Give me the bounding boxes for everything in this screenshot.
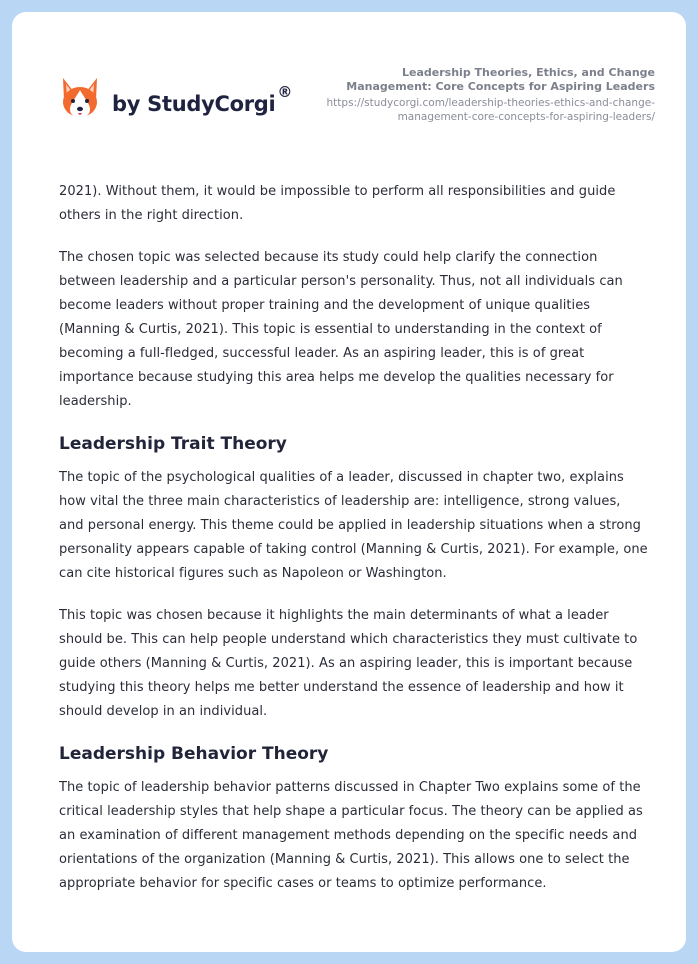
document-page	[12, 12, 686, 952]
paragraph: The chosen topic was selected because its study could help clarify the connection between leadership and a particular person's personality. Thus, not all individuals can become leaders without proper training and the development of unique qualities (Manning & Curtis, 2021). This topic is essential to understanding in the context of becoming a full-fledged, successful leader. As an aspiring leader, this is of great importance because studying this area helps me develop the qualities necessary for leadership.	[59, 250, 623, 409]
document-url[interactable]: https://studycorgi.com/leadership-theories-ethics-and-change-management-core-concepts-for-aspiring-leaders/	[326, 97, 655, 123]
document-body	[59, 180, 649, 914]
document-title: Leadership Theories, Ethics, and Change Management: Core Concepts for Aspiring Leaders	[346, 66, 655, 93]
brand-logo[interactable]	[60, 76, 292, 120]
paragraph: 2021). Without them, it would be impossible to perform all responsibilities and guide others in the right direction.	[59, 184, 616, 223]
paragraph: The topic of the psychological qualities of a leader, discussed in chapter two, explains how vital the three main characteristics of leadership are: intelligence, strong values, and personal energy. This theme could be applied in leadership situations when a strong personality appears capable of taking control (Manning & Curtis, 2021). For example, one can cite historical figures such as Napoleon or Washington.	[59, 470, 648, 581]
section-heading-trait-theory: Leadership Trait Theory	[59, 434, 287, 454]
section-heading-behavior-theory: Leadership Behavior Theory	[59, 744, 329, 764]
corgi-icon	[60, 76, 100, 120]
brand-name: by StudyCorgi ®	[112, 82, 293, 116]
paragraph: This topic was chosen because it highlights the main determinants of what a leader should be. This can help people understand which characteristics they must cultivate to guide others (Manning & Curtis, 2021). As an aspiring leader, this is important because studying this theory helps me better understand the essence of leadership and how it should develop in an individual.	[59, 608, 638, 719]
registered-mark: ®	[277, 82, 293, 101]
document-meta	[315, 66, 655, 124]
page-header	[12, 12, 686, 162]
paragraph: The topic of leadership behavior patterns discussed in Chapter Two explains some of the critical leadership styles that help shape a particular focus. The theory can be applied as an examination of different management methods depending on the specific needs and orientations of the organization (Manning & Curtis, 2021). This allows one to select the appropriate behavior for specific cases or teams to optimize performance.	[59, 780, 643, 891]
